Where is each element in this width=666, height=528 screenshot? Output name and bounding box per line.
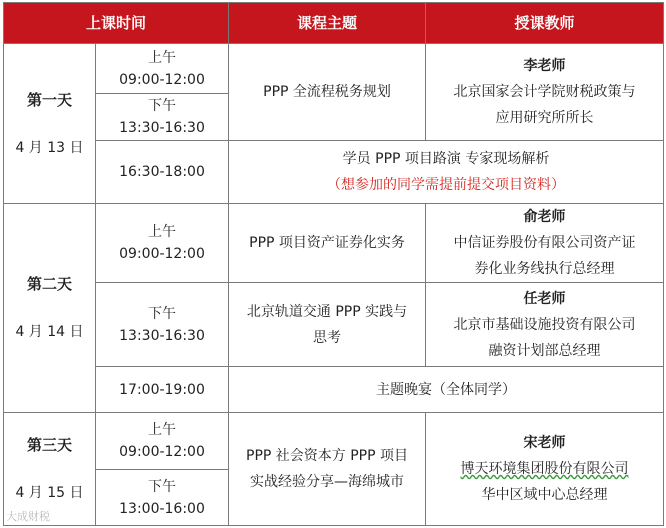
- day2-pm-topic2: 思考: [313, 329, 342, 346]
- day2-cell: [4, 204, 96, 413]
- day2-pm-label: 下午: [148, 305, 176, 322]
- day2-pm-org2: 融资计划部总经理: [488, 342, 601, 359]
- day1-am-time: 09:00-12:00: [119, 71, 205, 88]
- day1-am-time-cell: [96, 44, 229, 94]
- day3-topic2: 实战经验分享—海绵城市: [250, 474, 405, 490]
- day3-pm-time: 13:00-16:00: [119, 500, 205, 517]
- day3-org1: 博天环境集团股份有限公司: [460, 461, 629, 477]
- day1-org2: 应用研究所所长: [495, 110, 594, 126]
- day1-org1: 北京国家会计学院财税政策与: [453, 84, 636, 100]
- day3-topic1: PPP 社会资本方 PPP 项目: [246, 448, 409, 464]
- day1-am-row: [4, 44, 664, 94]
- day3-am-time-cell: [96, 413, 229, 470]
- header-teacher: 授课教师: [426, 3, 664, 44]
- day2-name: 第二天: [26, 275, 72, 293]
- day2-am-topic: PPP 项目资产证券化实务: [229, 204, 426, 283]
- header-row: [4, 3, 664, 44]
- header-topic: 课程主题: [229, 3, 426, 44]
- day3-topic-cell: [229, 413, 426, 526]
- day2-pm-row: [4, 283, 664, 367]
- day3-pm-label: 下午: [148, 478, 176, 495]
- day3-am-row: [4, 413, 664, 470]
- day1-evening-text: 学员 PPP 项目路演 专家现场解析: [342, 151, 550, 167]
- day1-pm-time: 13:30-16:30: [119, 120, 205, 136]
- day2-am-row: [4, 204, 664, 283]
- day1-teacher: 李老师: [523, 58, 566, 74]
- day2-pm-topic1: 北京轨道交通 PPP 实践与: [246, 303, 408, 320]
- day2-am-time: 09:00-12:00: [119, 246, 205, 262]
- day2-date: 4 月 14 日: [15, 324, 84, 340]
- day3-pm-time-cell: [96, 470, 229, 526]
- watermark: 大成财税: [6, 510, 50, 523]
- day1-date: 4 月 13 日: [15, 139, 84, 156]
- day3-am-time: 09:00-12:00: [119, 444, 205, 460]
- day1-pm-time-cell: [96, 94, 229, 141]
- day3-name: 第三天: [26, 436, 72, 454]
- day2-am-time-cell: [96, 204, 229, 283]
- day1-topic: PPP 全流程税务规划: [229, 44, 426, 141]
- day1-evening-row: [4, 141, 664, 204]
- day1-name: 第一天: [26, 90, 72, 109]
- day1-am-label: 上午: [148, 49, 176, 66]
- day2-pm-teacher: 任老师: [523, 290, 566, 307]
- day1-teacher-cell: [426, 44, 664, 141]
- day1-pm-label: 下午: [148, 98, 176, 114]
- day3-org2: 华中区域中心总经理: [481, 487, 608, 503]
- day2-evening-time: 17:00-19:00: [96, 367, 229, 413]
- day2-pm-time: 13:30-16:30: [119, 327, 205, 344]
- day1-evening-time: 16:30-18:00: [96, 141, 229, 204]
- header-time: 上课时间: [4, 3, 229, 44]
- day3-am-label: 上午: [148, 422, 176, 438]
- day2-pm-time-cell: [96, 283, 229, 367]
- day2-evening-row: [4, 367, 664, 413]
- day2-am-teacher: 俞老师: [523, 209, 566, 225]
- day2-am-teacher-cell: [426, 204, 664, 283]
- day2-evening-text: 主题晚宴（全体同学）: [229, 367, 664, 413]
- day1-evening-note: （想参加的同学需提前提交项目资料）: [327, 177, 566, 193]
- day1-evening-cell: [229, 141, 664, 204]
- day1-cell: [4, 44, 96, 204]
- schedule-table: [3, 2, 664, 526]
- day2-am-org2: 券化业务线执行总经理: [474, 261, 615, 277]
- day3-date: 4 月 15 日: [15, 485, 84, 501]
- day3-teacher: 宋老师: [523, 435, 566, 451]
- day2-am-org1: 中信证券股份有限公司资产证: [453, 235, 636, 251]
- day3-teacher-cell: [426, 413, 664, 526]
- day2-am-label: 上午: [148, 224, 176, 240]
- day2-pm-org1: 北京市基础设施投资有限公司: [453, 316, 636, 333]
- day2-pm-teacher-cell: [426, 283, 664, 367]
- day2-pm-topic-cell: [229, 283, 426, 367]
